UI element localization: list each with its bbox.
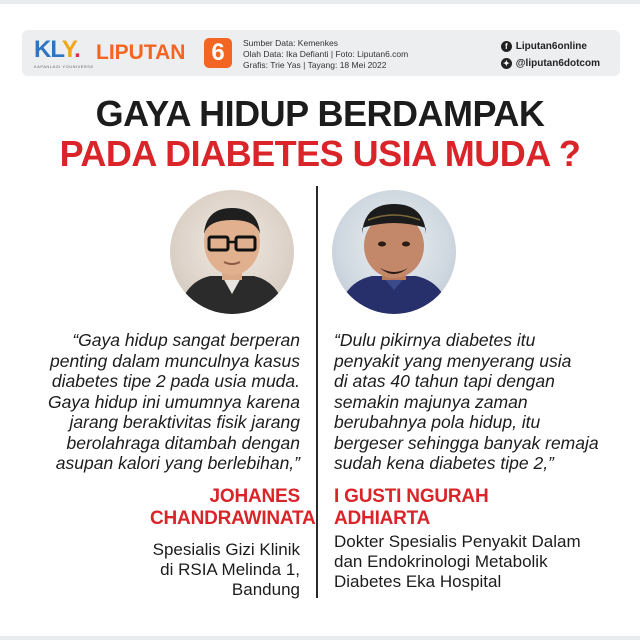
credits	[243, 38, 408, 71]
portrait-johanes-illustration	[170, 190, 294, 314]
facebook-handle: Liputan6online	[515, 41, 587, 52]
role-line: Dokter Spesialis Penyakit Dalam	[334, 532, 581, 551]
name-line: I GUSTI NGURAH	[334, 486, 489, 507]
top-border	[0, 0, 640, 4]
quote-line: asupan kalori yang berlebihan,”	[55, 453, 300, 473]
liputan-logo-text: LIPUTAN	[96, 41, 186, 64]
quote-line: sudah kena diabetes tipe 2,”	[334, 453, 554, 473]
quote-line: “Gaya hidup sangat berperan	[72, 330, 300, 350]
facebook-account	[501, 38, 600, 55]
liputan-logo-six: 6	[204, 38, 232, 68]
role-adhiarta	[334, 532, 624, 592]
role-line: dan Endokrinologi Metabolik	[334, 552, 548, 571]
name-line: JOHANES	[209, 486, 300, 507]
role-line: Spesialis Gizi Klinik	[152, 540, 300, 559]
quote-line: “Dulu pikirnya diabetes itu	[334, 330, 536, 350]
quote-line: penting dalam munculnya kasus	[49, 350, 300, 371]
quote-line: berubahnya pola hidup, itu	[334, 412, 541, 432]
credit-graphic-date: Grafis: Trie Yas | Tayang: 18 Mei 2022	[243, 60, 387, 70]
column-divider	[316, 186, 318, 598]
quote-line: penyakit yang menyerang usia	[334, 350, 572, 371]
role-johanes	[100, 540, 300, 600]
role-line: Diabetes Eka Hospital	[334, 572, 502, 591]
quote-line: diabetes tipe 2 pada usia muda.	[51, 371, 300, 391]
quote-line: berolahraga ditambah dengan	[66, 432, 300, 453]
portrait-adhiarta	[332, 190, 456, 314]
headline-line-1: GAYA HIDUP BERDAMPAK	[95, 93, 545, 134]
name-line: ADHIARTA	[334, 508, 431, 529]
social-accounts	[501, 38, 600, 72]
portrait-johanes	[170, 190, 294, 314]
kly-tagline: KAPANLAGI YOUNIVERSE	[34, 64, 94, 69]
bottom-border	[0, 636, 640, 640]
quote-line: di atas 40 tahun tapi dengan	[334, 371, 555, 391]
name-adhiarta	[334, 486, 584, 530]
credit-data-photo: Olah Data: Ika Defianti | Foto: Liputan6.com	[243, 49, 409, 59]
role-line: di RSIA Melinda 1, Bandung	[160, 560, 300, 599]
quote-line: bergeser sehingga banyak remaja	[334, 432, 599, 453]
facebook-icon: f	[501, 41, 512, 52]
quote-adhiarta	[334, 330, 630, 474]
portrait-adhiarta-illustration	[332, 190, 456, 314]
name-johanes	[150, 486, 316, 530]
headline-line-2: PADA DIABETES USIA MUDA ?	[59, 133, 581, 174]
credit-source: Sumber Data: Kemenkes	[243, 38, 338, 48]
quote-line: Gaya hidup ini umumnya karena	[48, 391, 300, 412]
twitter-icon: ✦	[501, 58, 512, 69]
twitter-account	[501, 55, 600, 72]
quote-line: jarang beraktivitas fisik jarang	[69, 412, 300, 432]
twitter-handle: @liputan6dotcom	[515, 58, 600, 69]
name-line: CHANDRAWINATA	[150, 508, 316, 529]
kly-logo: KLY.	[34, 36, 80, 63]
quote-line: semakin majunya zaman	[334, 391, 528, 412]
quote-johanes	[18, 330, 300, 474]
